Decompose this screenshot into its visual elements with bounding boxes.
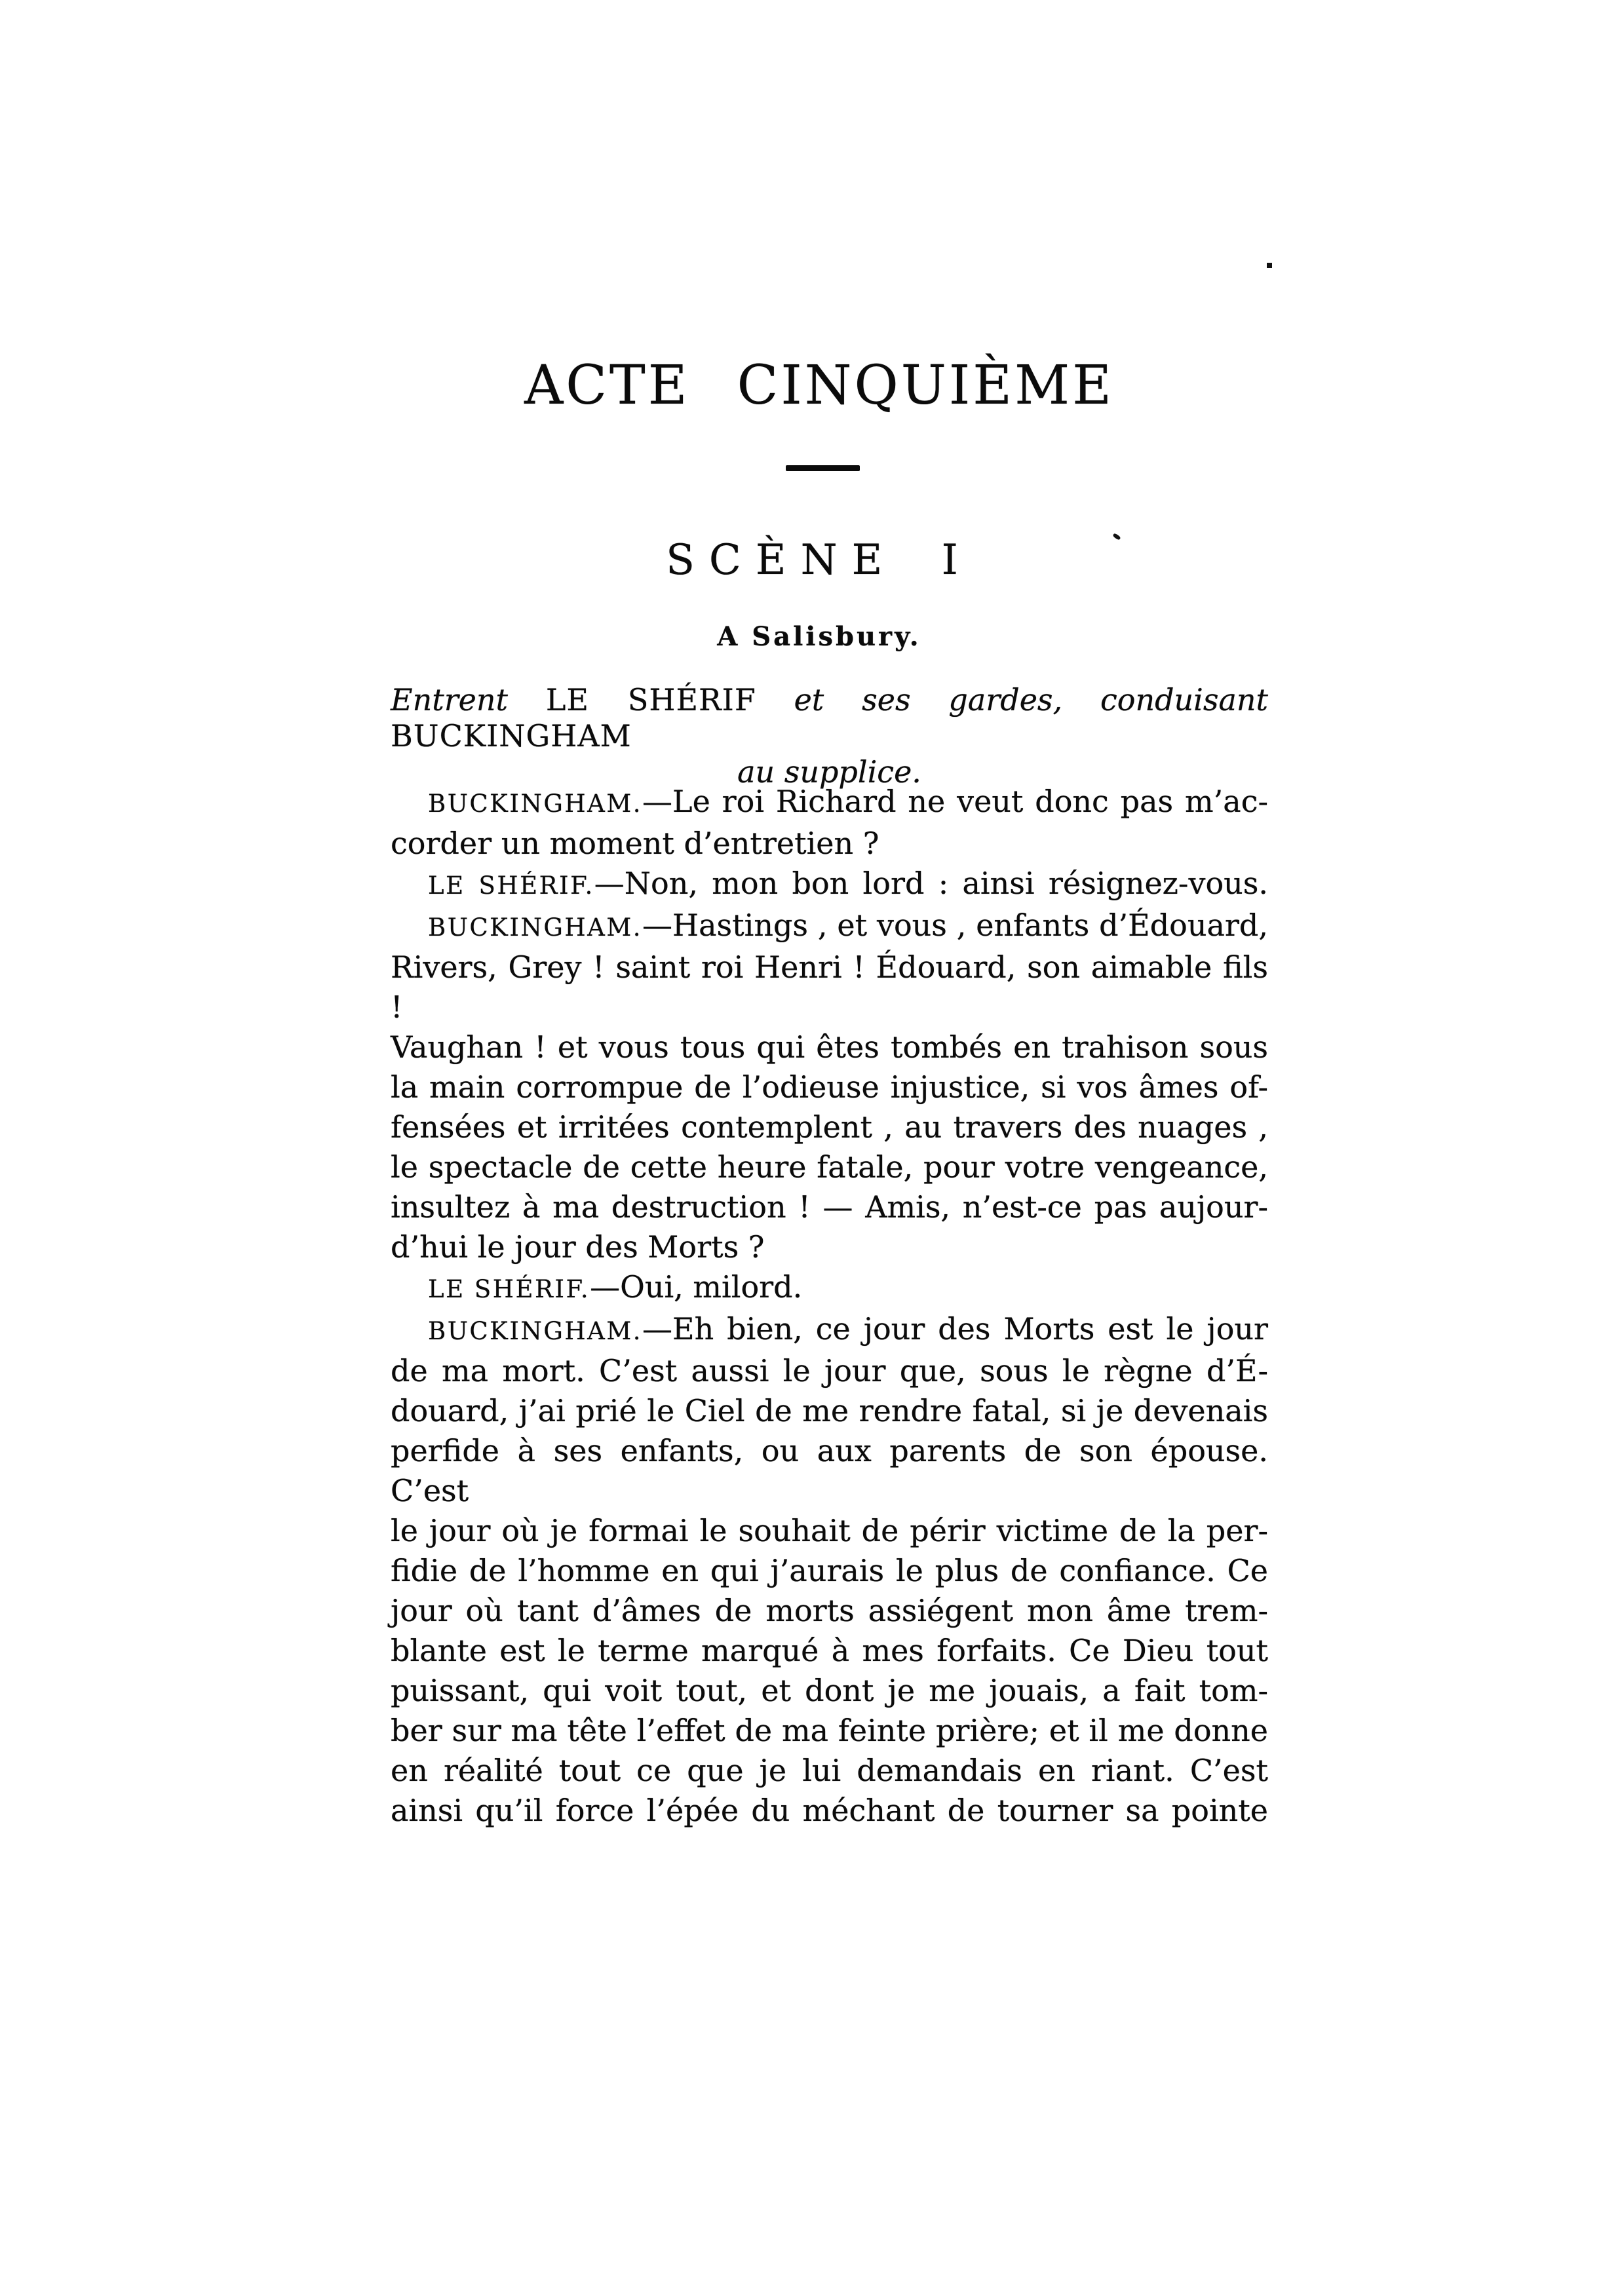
speaker-name: BUCKINGHAM.	[428, 790, 643, 818]
line-text: blante est le terme marqué à mes forfaits. Ce Dieu tout	[391, 1633, 1268, 1668]
dialogue-line	[391, 947, 1268, 1027]
line-text: puissant, qui voit tout, et dont je me jouais, a fait tom-	[391, 1673, 1268, 1708]
line-text: —Non, mon bon lord : ainsi résignez-vous.	[594, 866, 1268, 901]
dialogue-line	[391, 782, 1268, 824]
stage-direction-part: BUCKINGHAM	[391, 718, 632, 754]
stage-direction-part: et ses gardes, conduisant	[756, 682, 1268, 718]
dialogue-line	[391, 1309, 1268, 1351]
dialogue-line	[391, 824, 1268, 864]
line-text: douard, j’ai prié le Ciel de me rendre fatal, si je devenais	[391, 1393, 1268, 1428]
stage-direction-line1	[391, 682, 1268, 754]
line-text: —Hastings , et vous , enfants d’Édouard,	[642, 908, 1268, 943]
dialogue-line	[391, 1391, 1268, 1431]
speaker-name: LE SHÉRIF.	[428, 1275, 590, 1303]
speaker-name: LE SHÉRIF.	[428, 871, 594, 900]
line-text: de ma mort. C’est aussi le jour que, sous le règne d’É-	[391, 1353, 1268, 1388]
line-text: Vaughan ! et vous tous qui êtes tombés en trahison sous	[391, 1029, 1268, 1065]
line-text: ainsi qu’il force l’épée du méchant de tourner sa pointe	[391, 1793, 1268, 1828]
divider-rule	[786, 465, 860, 471]
dialogue-line	[391, 1227, 1268, 1267]
location-line: A Salisbury.	[717, 621, 921, 652]
line-text: insultez à ma destruction ! — Amis, n’est-ce pas aujour-	[391, 1189, 1268, 1225]
line-text: d’hui le jour des Morts ?	[391, 1229, 765, 1265]
stage-direction	[391, 682, 1268, 790]
dialogue-line	[391, 1067, 1268, 1107]
line-text: le jour où je formai le souhait de périr victime de la per-	[391, 1513, 1268, 1548]
dialogue-line	[391, 1027, 1268, 1067]
dialogue-line	[391, 1631, 1268, 1671]
stage-direction-line2: au supplice.	[737, 754, 921, 790]
dialogue-line	[391, 1671, 1268, 1711]
act-title: ACTE CINQUIÈME	[524, 354, 1114, 417]
line-text: fensées et irritées contemplent , au travers des nuages ,	[391, 1109, 1268, 1145]
dialogue-line	[391, 1107, 1268, 1147]
dialogue-line	[391, 1267, 1268, 1309]
line-text: ber sur ma tête l’effet de ma feinte prière; et il me donne	[391, 1713, 1268, 1748]
dialogue-line	[391, 1791, 1268, 1831]
line-text: Rivers, Grey ! saint roi Henri ! Édouard, son aimable fils !	[391, 949, 1268, 1025]
scan-speck	[1267, 263, 1272, 268]
stage-direction-part: Entrent	[391, 682, 546, 718]
dialogue-line	[391, 1431, 1268, 1511]
line-text: —Eh bien, ce jour des Morts est le jour	[642, 1311, 1268, 1347]
dialogue-line	[391, 1551, 1268, 1591]
line-text: en réalité tout ce que je lui demandais en riant. C’est	[391, 1753, 1268, 1788]
speaker-name: BUCKINGHAM.	[428, 913, 643, 942]
dialogue-text	[391, 782, 1268, 1831]
dialogue-line	[391, 906, 1268, 947]
line-text: le spectacle de cette heure fatale, pour votre vengeance,	[391, 1149, 1268, 1185]
stage-direction-part: LE SHÉRIF	[545, 682, 756, 718]
line-text: fidie de l’homme en qui j’aurais le plus de confiance. Ce	[391, 1553, 1268, 1588]
dialogue-line	[391, 1147, 1268, 1187]
dialogue-line	[391, 1711, 1268, 1751]
line-text: —Le roi Richard ne veut donc pas m’ac-	[642, 784, 1268, 819]
dialogue-line	[391, 1351, 1268, 1391]
speaker-name: BUCKINGHAM.	[428, 1317, 643, 1345]
line-text: corder un moment d’entretien ?	[391, 826, 879, 861]
dialogue-line	[391, 1751, 1268, 1791]
line-text: la main corrompue de l’odieuse injustice, si vos âmes of-	[391, 1069, 1268, 1105]
dialogue-line	[391, 1187, 1268, 1227]
dialogue-line	[391, 864, 1268, 906]
line-text: perfide à ses enfants, ou aux parents de son épouse. C’est	[391, 1433, 1268, 1508]
scene-title: SCÈNE I	[666, 536, 973, 584]
line-text: jour où tant d’âmes de morts assiégent mon âme trem-	[391, 1593, 1268, 1628]
dialogue-line	[391, 1511, 1268, 1551]
dialogue-line	[391, 1591, 1268, 1631]
line-text: —Oui, milord.	[590, 1269, 803, 1305]
